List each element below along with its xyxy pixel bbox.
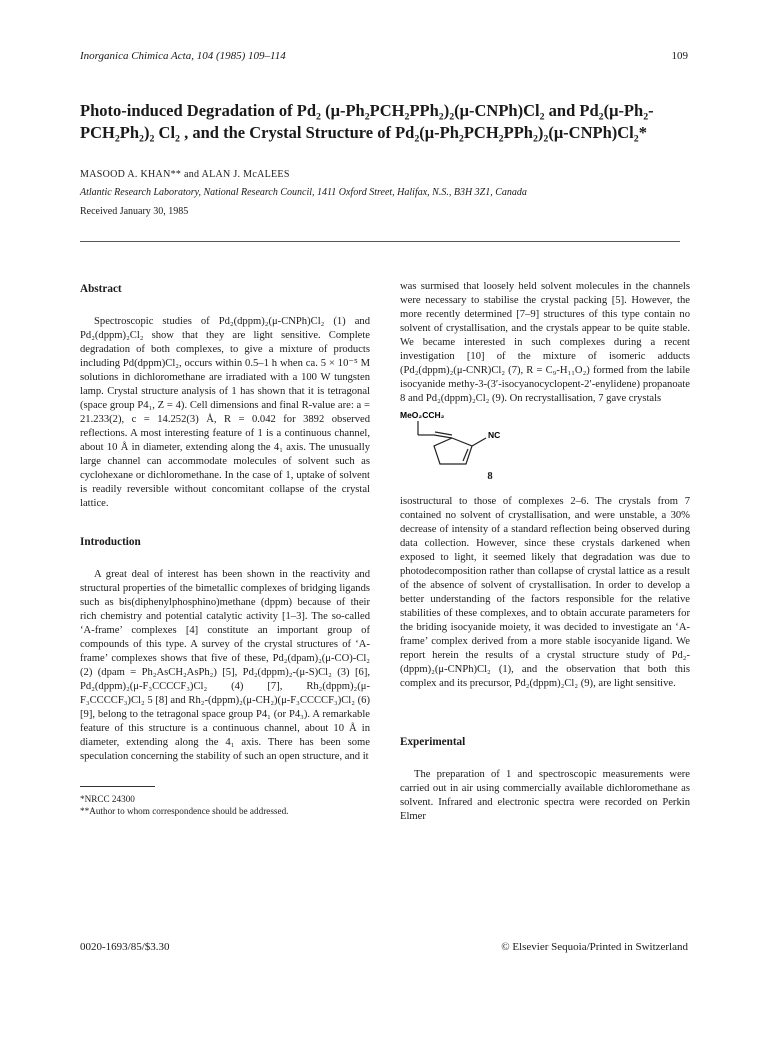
authors: MASOOD A. KHAN** and ALAN J. McALEES	[80, 169, 290, 180]
affiliation: Atlantic Research Laboratory, National Research Council, 1411 Oxford Street, Halifax, N.S., B3H 3Z1, Canada	[80, 187, 527, 198]
issn-price: 0020-1693/85/$3.30	[80, 941, 170, 953]
footnote-1: *NRCC 24300	[80, 794, 135, 804]
article-title	[80, 100, 700, 144]
footnote-rule	[80, 786, 155, 787]
page-number: 109	[671, 50, 688, 62]
journal-citation: Inorganica Chimica Acta, 104 (1985) 109–114	[80, 50, 286, 62]
copyright: © Elsevier Sequoia/Printed in Switzerland	[501, 941, 688, 953]
compound-8-structure	[400, 408, 540, 470]
title-line-2: PCH₂Ph₂)₂ Cl₂ , and the Crystal Structure of Pd₂(μ-Ph₂PCH₂PPh₂)₂(μ-CNPh)Cl₂*	[80, 123, 647, 142]
compound-number: 8	[487, 471, 493, 482]
nc-bond	[472, 438, 486, 446]
double-bond-inner	[435, 432, 452, 435]
header-rule	[80, 241, 680, 242]
abstract-heading: Abstract	[80, 283, 122, 295]
title-line-1: Photo-induced Degradation of Pd₂ (μ-Ph₂PCH₂PPh₂)₂(μ-CNPh)Cl₂ and Pd₂(μ-Ph₂-	[80, 101, 654, 120]
experimental-heading: Experimental	[400, 736, 466, 748]
introduction-continued: was surmised that loosely held solvent molecules in the channels were necessary to stabilise the crystal packing [5]. However, the more recently determined [7–9] structures of this type contain no solvent of crystallisation, and the crystals appear to be quite stable. We became interested in such complexes during a recent investigation [10] of the mixture of isomeric adducts (Pd₂(dppm)₂(μ-CNR)Cl₂ (7), R = C₉-H₁₁O₂) formed from the labile isocyanide methy-3-(3′-isocyanocyclopent-2′-enylidene) propanoate 8 and Pd₂(dppm)₂Cl₂ (9). On recrystallisation, 7 gave crystals	[400, 281, 690, 404]
introduction-heading: Introduction	[80, 536, 141, 548]
left-column	[80, 280, 370, 817]
abstract-text: Spectroscopic studies of Pd₂(dppm)₂(μ-CNPh)Cl₂ (1) and Pd₂(dppm)₂Cl₂ show that they are light sensitive. Complete degradation of both complexes, to give a mixture of products including Pd(dppm)Cl₂, occurs within 0.5–1 h when ca. 5 × 10⁻⁵ M solutions in dichloromethane are irradiated with a 100 W tungsten lamp. Crystal structure analysis of 1 has shown that it is tetragonal (space group P4₁, Z = 4). Cell dimensions and final R-value are: a = 21.233(2), c = 14.252(3) Å, R = 0.042 for 3892 observed reflections. A most interesting feature of 1 is a continuous channel, about 10 Å in diameter, extending along the 4₁ axis. The unusually large channel can accommodate molecules of solvent such as cyclohexane or dichloromethane. In the case of 1, uptake of solvent is readily reversible without concomitant collapse of the crystal lattice.	[80, 316, 370, 509]
received-date: Received January 30, 1985	[80, 206, 189, 217]
introduction-after-structure: isostructural to those of complexes 2–6. The crystals from 7 contained no solvent of crystallisation, and were unstable, a 30% decrease of intensity of a standard reflection being observed during data collection. However, since these crystals darkened when exposed to light, it seemed likely that degradation was due to photodecomposition rather than collapse of crystal lattice as a result of the absence of solvent of crystallisation. In order to develop a better understanding of the factors responsible for the relative stabilities of these complexes, and to obtain accurate parameters for the briding isocyanide moiety, it was decided to investigate an ‘A-frame’ complex derived from a more stable isocyanide ligand. We report herein the results of a crystal structure study of Pd₂-(dppm)₂(μ-CNPh)Cl₂ (1), and the observation that both this complex and its precursor, Pd₂(dppm)₂Cl₂ (9), are light sensitive.	[400, 496, 690, 689]
double-bond-outer	[434, 435, 452, 438]
footnote-2: **Author to whom correspondence should be addressed.	[80, 806, 289, 816]
nc-label: NC	[488, 430, 501, 440]
running-head	[80, 50, 688, 64]
substituent-label: MeO₂CCH₂	[400, 410, 445, 420]
cyclopentene-ring	[434, 438, 472, 464]
right-column	[400, 280, 690, 824]
introduction-text: A great deal of interest has been shown in the reactivity and structural properties of the bimetallic complexes of bridging ligands such as bis(diphenylphosphino)methane (dppm) because of their rich chemistry and potential catalytic activity [1–3]. The so-called ‘A-frame’ complexes [4] constitute an important group of compounds of this type. A survey of the crystal structures of ‘A-frame’ complexes shows that five of these, Pd₂(dpam)₂(μ-CO)-Cl₂ (2) (dpam = Ph₂AsCH₂AsPh₂) [5], Pd₂(dppm)₂-(μ-S)Cl₂ (3) [6], Pd₂(dppm)₂(μ-F₃CCCCF₃)Cl₂ (4) [7], Rh₂(dppm)₂(μ-F₃CCCCF₃)Cl₂ 5 [8] and Rh₂-(dppm)₂(μ-CH₂)(μ-F₃CCCCF₃)Cl₂ (6) [9], belong to the tetragonal space group P4₁ (or P4₃). A remarkable feature of this structure is a continuous channel, about 10 Å in diameter, extending along the 4₁ axis. There has been some speculation concerning the stability of such an open structure, and it	[80, 569, 370, 762]
experimental-text: The preparation of 1 and spectroscopic measurements were carried out in air using commercially available dichloromethane as solvent. Infrared and electronic spectra were recorded on Perkin Elmer	[400, 769, 690, 822]
